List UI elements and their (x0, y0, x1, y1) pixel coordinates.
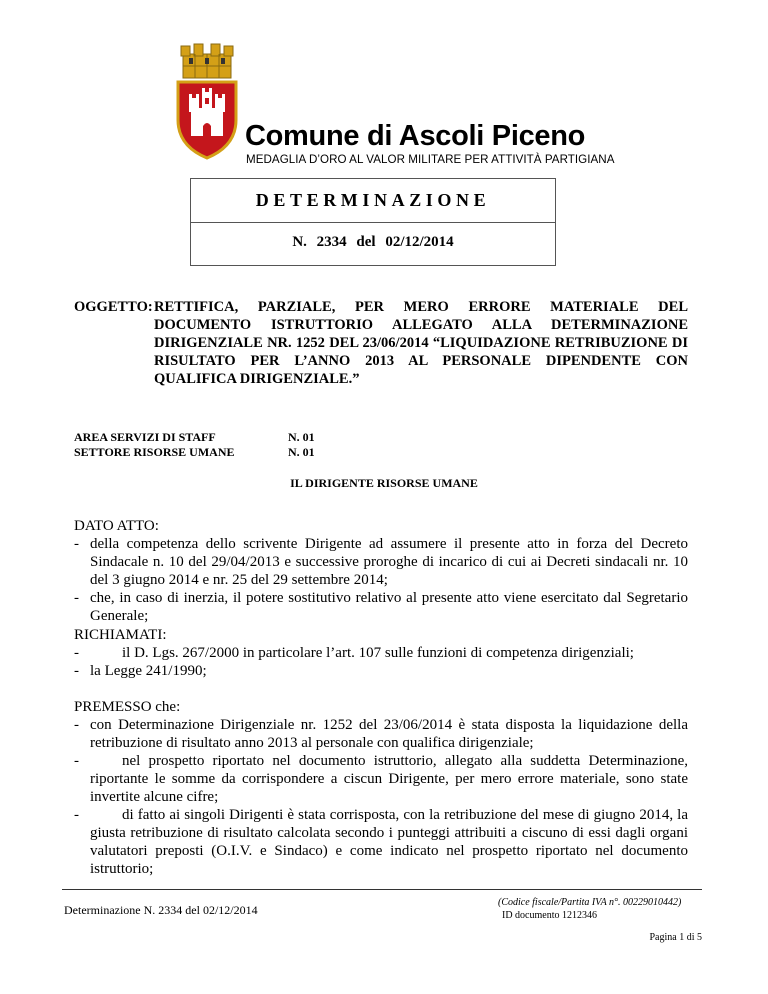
sector-number: N. 01 (288, 445, 315, 459)
subject-label: OGGETTO: (74, 299, 153, 315)
list-item: - di fatto ai singoli Dirigenti è stata corrisposta, con la retribuzione del mese di giugno 2014, la giusta retribuzione di risultato calcolata secondo i punteggi attribuiti a ciscuno di essi dagli organi valutatori preposti (O.I.V. e Sindaco) e come indicato nel prospetto riportato nel documento istruttorio; (74, 807, 688, 877)
subject-text: RETTIFICA, PARZIALE, PER MERO ERRORE MATERIALE DEL DOCUMENTO ISTRUTTORIO ALLEGATO ALLA DETERMINAZIONE DIRIGENZIALE NR. 1252 DEL 23/06/2014 “LIQUIDAZIONE RETRIBUZIONE DI RISULTATO PER L’ANNO 2013 AL PERSONALE DIPENDENTE CON QUALIFICA DIRIGENZIALE.” (154, 299, 688, 387)
sector-label: SETTORE RISORSE UMANE (74, 445, 235, 459)
premesso-section (74, 698, 688, 878)
title-box (190, 178, 556, 266)
footer-document-reference: Determinazione N. 2334 del 02/12/2014 (64, 903, 258, 917)
dato-atto-section (74, 517, 688, 625)
municipality-motto: MEDAGLIA D’ORO AL VALOR MILITARE PER ATTIVITÀ PARTIGIANA (246, 153, 615, 166)
list-item: - della competenza dello scrivente Dirigente ad assumere il presente atto in forza del Decreto Sindacale n. 10 del 29/04/2013 e successive proroghe di incarico di cui ai Decreti sindacali nr. 10 del 3 giugno 2014 e nr. 25 del 29 settembre 2014; (74, 536, 688, 588)
municipality-name: Comune di Ascoli Piceno (245, 120, 586, 152)
area-label: AREA SERVIZI DI STAFF (74, 430, 216, 444)
richiamati-title: RICHIAMATI: (74, 627, 167, 643)
premesso-title: PREMESSO che: (74, 699, 181, 715)
list-item: - che, in caso di inerzia, il potere sostitutivo relativo al presente atto viene esercitato dal Segretario Generale; (74, 590, 688, 624)
document-type: DETERMINAZIONE (255, 190, 491, 210)
municipal-crest-icon (175, 42, 239, 160)
list-item: - il D. Lgs. 267/2000 in particolare l’art. 107 sulle funzioni di competenza dirigenziali; (74, 645, 634, 661)
footer-divider (62, 889, 702, 890)
page-number: Pagina 1 di 5 (649, 932, 702, 943)
footer-fiscal-code: (Codice fiscale/Partita IVA n°. 00229010442) (498, 897, 682, 908)
dato-atto-title: DATO ATTO: (74, 518, 159, 534)
list-item: - la Legge 241/1990; (74, 663, 207, 679)
section-heading: IL DIRIGENTE RISORSE UMANE (290, 476, 478, 490)
title-box-divider (191, 222, 555, 223)
document-number: N. 2334 del 02/12/2014 (292, 234, 454, 250)
list-item: - con Determinazione Dirigenziale nr. 1252 del 23/06/2014 è stata disposta la liquidazione della retribuzione di risultato anno 2013 al personale con qualifica dirigenziale; (74, 717, 688, 751)
richiamati-section (74, 626, 688, 680)
area-number: N. 01 (288, 430, 315, 444)
footer-document-id: ID documento 1212346 (502, 910, 597, 921)
list-item: - nel prospetto riportato nel documento istruttorio, allegato alla suddetta Determinazione, riportante le somme da corrispondere a ciscun Dirigente, per mero errore materiale, sono state invertite alcune cifre; (74, 753, 688, 805)
